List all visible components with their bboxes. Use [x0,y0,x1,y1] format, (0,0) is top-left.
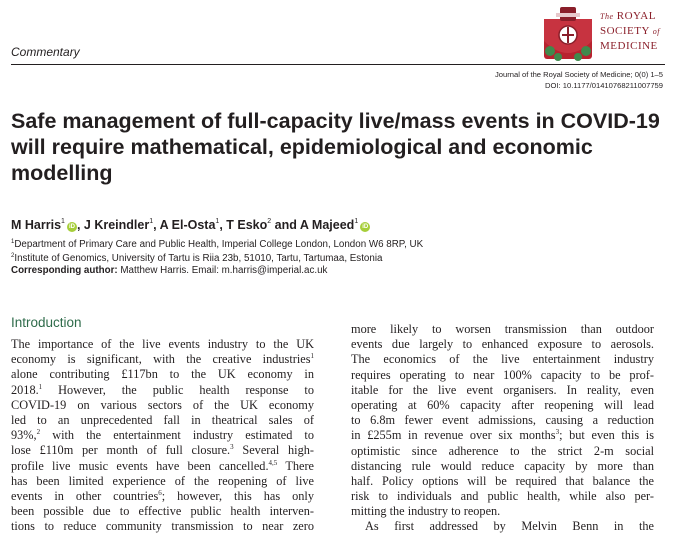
section-heading-introduction: Introduction [11,315,82,330]
orcid-icon[interactable]: iD [362,224,369,230]
body-text-line: has been limited experience of the reopening of live [11,473,314,488]
author-affiliation-mark: 2 [267,218,272,225]
body-text-line: events in other countries$^6$; however, this has only [11,488,315,503]
body-text-line: 93%,$^2$ with the entertainment industry estimated to [11,428,314,443]
author-separator: and [271,218,300,232]
author-affiliation-mark: 1 [61,218,65,225]
author-separator: , [76,218,84,232]
affiliation-1: $^1$Department of Primary Care and Public Health, Imperial College London, London W6 8RP, UK [11,239,424,250]
body-text-line: distancing rule would reduce capacity by more than [351,458,654,473]
body-text-line: in £255m in revenue over six months$^3$; but even this is [351,428,655,443]
body-text-line: to 6.8m fewer event admissions, causing a reduction [351,413,654,428]
body-text-line: 2018.$^1$ However, the public health response to [11,382,314,397]
article-title: Safe management of full-capacity live/mass events in COVID-19 will require mathematical, epidemiological and economic modelling [11,109,660,185]
body-text-line: lose £110m per month of full closure.$^3$ Several high- [11,443,314,458]
body-column-right [351,322,654,535]
body-text-line: optimistic since adherence to the strict 2-m social [351,443,654,458]
body-text-line: been possible due to effective public health interven- [11,504,314,519]
author-name: A El-Osta [159,218,216,232]
body-text-line: more likely to worsen transmission than outdoor [351,322,654,336]
body-text-line: led to an unprecedented fall in theatrical sales of [11,412,314,427]
header-rule [11,64,665,65]
body-text-line: COVID-19 on various sectors of the UK economy [11,397,314,412]
body-text-line: profile live music events have been cancelled.$^{4,5}$ There [11,458,314,473]
author-separator: , [153,218,160,232]
rsm-crest-icon [538,5,598,63]
author-name: J Kreindler [83,218,150,232]
author-affiliation-mark: 1 [149,218,154,225]
body-column-left [11,337,314,534]
rsm-logo-text: The ROYAL SOCIETY of MEDICINE [600,10,661,52]
body-text-line: economy is significant, with the creative industries$^1$ [11,352,314,367]
author-affiliation-mark: 1 [215,218,220,225]
body-text-line: events due largely to enhanced exposure to aerosols. [351,337,654,352]
journal-info [495,69,663,91]
body-text-line: requires operating to near 100% capacity to be prof- [351,367,654,382]
corresponding-author: Corresponding author: Matthew Harris. Email: m.harris@imperial.ac.uk [11,265,328,276]
author-name: M Harris [11,218,62,232]
affiliation-2: $^2$Institute of Genomics, University of Tartu is Riia 23b, 51010, Tartu, Tartumaa, Estonia [11,253,383,264]
body-text-line: As first addressed by Melvin Benn in the [365,519,654,534]
orcid-icon[interactable]: iD [68,224,75,230]
body-text-line: tions to reduce community transmission to near zero [11,519,314,534]
journal-citation: Journal of the Royal Society of Medicine; 0(0) 1–5 [495,70,663,79]
body-text-line: half. Policy options will be required that balance the [351,473,654,488]
body-text-line: The economics of the live entertainment industry [351,352,654,367]
body-text-line: The importance of the live events industry to the UK [11,337,314,351]
body-text-line: itable for the live event organisers. In reality, even [351,382,654,397]
author-name: T Esko [226,218,268,232]
author-separator: , [219,218,227,232]
author-list [11,218,370,232]
doi[interactable]: DOI: 10.1177/01410768211007759 [545,81,663,90]
section-label: Commentary [11,45,80,59]
author-affiliation-mark: 1 [354,218,359,225]
author-name: A Majeed [299,218,355,232]
body-text-line: operating at 60% capacity after reopening will lead [351,397,654,412]
body-text-line: risk to individuals and public health, while also per- [351,489,654,504]
body-text-line: alone contributing £117bn to the UK economy in [11,367,314,382]
body-text-line: mitting the industry to reopen. [351,504,501,519]
